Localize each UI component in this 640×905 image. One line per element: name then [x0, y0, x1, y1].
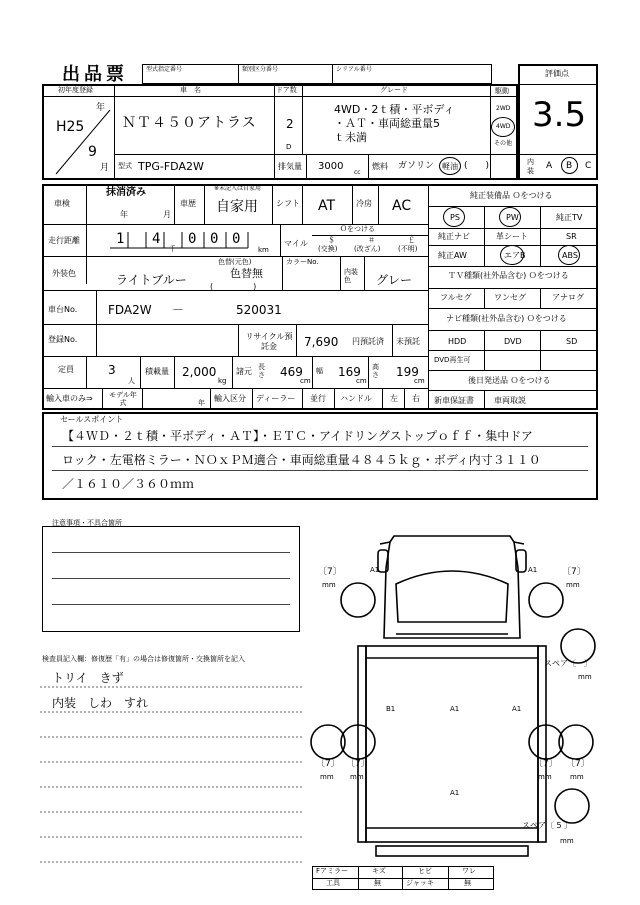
length-unit: cm	[300, 377, 311, 385]
equip-tv: 純正TV	[556, 213, 583, 222]
interior-label: 内装	[527, 158, 534, 175]
meter-label: マイル	[284, 239, 308, 248]
spare-tire-2	[555, 789, 589, 823]
interior-a: A	[546, 161, 553, 171]
repaint-paren: ( )	[210, 282, 257, 291]
rating-value: 3.5	[532, 95, 587, 135]
history-note: ※未記入は自家用	[214, 185, 262, 192]
spare-2-label: スペア〔 5 〕	[522, 821, 573, 830]
ac-value: AC	[392, 198, 412, 214]
inspector-line-2: 内装 しわ すれ	[52, 696, 149, 710]
mark-bed-center: A1	[450, 705, 460, 713]
repaint-label: 色替(元色)	[218, 258, 252, 266]
equip-navi: 純正ナビ	[438, 232, 470, 241]
mileage-digit-separators	[106, 226, 276, 256]
fuel-diesel: 軽油	[442, 162, 458, 171]
length-value: 469	[280, 365, 303, 379]
length-label: 長さ	[258, 363, 265, 379]
meter-opt2: ＃	[368, 236, 375, 244]
later-manual: 車両取説	[494, 396, 526, 405]
first-reg-month: 9	[88, 144, 97, 160]
sales-line-3: ／１６１０／３６０ｍｍ	[62, 477, 195, 491]
fuel-gasoline: ガソリン	[398, 161, 435, 171]
reg-no-label: 登録No.	[48, 335, 78, 344]
spare-tire-1	[561, 629, 595, 663]
exterior-label: 外装色	[52, 269, 76, 278]
fuel-diesel-circle	[439, 157, 461, 175]
mileage-digit-2: 4	[152, 231, 161, 247]
width-unit: cm	[356, 377, 367, 385]
repaint-value: 色替無	[230, 267, 263, 280]
chassis-label: 車台No.	[48, 305, 78, 314]
mark-bed-rear: A1	[450, 789, 460, 797]
legend-r1: 工具	[326, 879, 340, 887]
mileage-digit-3: 0	[188, 231, 197, 247]
mark-bed-right: A1	[512, 705, 522, 713]
tire-front-left	[341, 583, 375, 617]
interior-color-value: グレー	[376, 273, 413, 287]
width-label: 幅	[316, 367, 323, 375]
legend-r2: 無	[374, 879, 381, 887]
shift-value: AT	[318, 198, 336, 214]
inspection-year-unit: 年	[120, 210, 128, 219]
handle-right: 右	[412, 394, 420, 403]
tire-rear-left-outer	[311, 725, 345, 759]
import-label: 輸入車のみ⇒	[46, 394, 93, 403]
model-cert-label: 型式指定番号	[146, 66, 183, 73]
car-name-value: ＮＴ４５０アトラス	[122, 115, 257, 131]
displacement-label: 排気量	[278, 162, 302, 171]
shift-label: シフト	[276, 199, 300, 208]
spare-2-unit: mm	[560, 837, 574, 845]
height-value: 199	[396, 365, 419, 379]
color-no-label: カラーNo.	[286, 258, 319, 266]
width-value: 169	[338, 365, 361, 379]
meter-opt3-label: (不明)	[398, 245, 418, 253]
model-year-label: モデル年式	[109, 391, 137, 407]
truck-bed	[366, 646, 538, 842]
navi-title: ナビ種類(社外品含む) Ｏをつける	[446, 314, 567, 323]
km-unit: km	[258, 246, 269, 254]
sales-line-1: 【４ＷＤ・２ｔ積・平ボディ・ＡＴ】・ＥＴＣ・アイドリングストップｏｆｆ・集中ドア	[62, 429, 533, 443]
page-title: 出品票	[62, 64, 128, 85]
legend-r4: 無	[464, 879, 471, 887]
tire-fr-unit: mm	[566, 581, 580, 589]
drive-4wd-circle	[491, 117, 515, 137]
model-type-label: 型式	[118, 162, 132, 170]
spare-1-label: スペア〔 〕	[544, 659, 592, 668]
recycle-unpaid: 未預託	[396, 337, 420, 346]
capacity-label: 定員	[58, 365, 74, 374]
year-suffix: 年	[96, 103, 106, 113]
navi-sd: SD	[566, 337, 578, 346]
handle-label: ハンドル	[340, 394, 372, 403]
truck-diagram	[310, 528, 610, 868]
sales-line-2: ロック・左電格ミラー・ＮＯｘＰＭ適合・車両総重量４８４５ｋｇ・ボディ内寸３１１０	[62, 453, 541, 467]
inspection-month-unit: 月	[163, 210, 171, 219]
mark-cab-right: A1	[528, 566, 538, 574]
first-reg-label: 初年度登録	[58, 86, 93, 94]
tv-fullseg: フルセグ	[440, 293, 472, 302]
equip-aw: 純正AW	[438, 251, 467, 260]
interior-color-label: 内装色	[344, 268, 358, 284]
dvd-play-label: DVD再生可	[434, 356, 471, 364]
tire-front-right	[529, 583, 563, 617]
legend-h3: ヒビ	[418, 867, 432, 875]
mileage-digit-1: 1	[116, 231, 125, 247]
recycle-value: 7,690	[304, 335, 339, 349]
tire-rr2-unit: mm	[570, 773, 584, 781]
meter-opt1: ＄	[328, 236, 335, 244]
grade-label: グレード	[380, 86, 408, 94]
load-value: 2,000	[182, 365, 217, 379]
doors-label: ドア数	[276, 86, 297, 94]
tv-analog: アナログ	[552, 293, 584, 302]
thousand-unit: 千	[169, 245, 176, 253]
tire-rr1-depth: 〔7〕	[534, 759, 558, 769]
tire-rr1-unit: mm	[538, 773, 552, 781]
equip-sr: SR	[566, 232, 577, 241]
legend-h1: Fアミラー	[316, 867, 349, 875]
model-type-value: TPG-FDA2W	[138, 160, 204, 173]
cc-unit: cc	[354, 169, 361, 176]
category-label: 類別区分番号	[242, 66, 279, 73]
capacity-unit: 人	[128, 377, 135, 385]
equip-abs-circle	[558, 245, 580, 265]
legend-r3: ジャッキ	[406, 879, 434, 887]
tire-rear-right-outer	[559, 725, 593, 759]
height-unit: cm	[414, 377, 425, 385]
drive-label: 駆動	[495, 87, 509, 95]
header-id-row	[142, 64, 492, 84]
dims-label: 諸元	[236, 367, 252, 376]
mark-bed-left: B1	[386, 705, 396, 713]
meter-opt3: ￡	[408, 236, 415, 244]
equip-ps: PS	[450, 213, 460, 222]
car-name-label: 車 名	[180, 86, 201, 94]
history-label: 車歴	[180, 199, 196, 208]
meter-opt1-label: (交換)	[318, 245, 338, 253]
tire-rl1-depth: 〔7〕	[316, 759, 340, 769]
windshield	[396, 571, 508, 622]
capacity-value: 3	[108, 363, 116, 377]
interior-b-circle	[561, 157, 578, 174]
displacement-value: 3000	[318, 161, 344, 172]
interior-c: C	[585, 161, 592, 171]
equip-ps-circle	[443, 207, 465, 227]
serial-label: シリアル番号	[336, 66, 372, 73]
tire-fl-unit: mm	[322, 581, 336, 589]
history-value: 自家用	[216, 199, 258, 215]
inspector-label: 検査員記入欄：修復歴「有」の場合は修復箇所・交換箇所を記入	[42, 655, 245, 663]
tire-fr-depth: 〔7〕	[562, 567, 586, 577]
exterior-value: ライトブルー	[116, 273, 187, 287]
fuel-paren: ( )	[464, 161, 490, 171]
tire-fl-depth: 〔7〕	[318, 567, 342, 577]
grade-line-1: 4WD・2ｔ積・平ボディ	[334, 103, 455, 116]
recycle-paid: 円預託済	[352, 337, 384, 346]
inspection-value: 抹消済み	[106, 187, 146, 198]
inspection-label: 車検	[54, 199, 70, 208]
later-warranty: 新車保証書	[434, 396, 474, 405]
equip-pw-circle	[499, 207, 521, 227]
interior-b: B	[566, 161, 573, 171]
equip-pw: PW	[506, 213, 519, 222]
tire-rr2-depth: 〔7〕	[566, 759, 590, 769]
rating-label: 評価点	[545, 69, 569, 78]
navi-dvd: DVD	[504, 337, 522, 346]
chassis-prefix: FDA2W	[108, 303, 152, 317]
legend-h2: キズ	[372, 867, 386, 875]
drive-2wd: 2WD	[496, 105, 511, 112]
first-reg-year: H25	[56, 119, 85, 135]
meter-hint: Ｏをつける	[340, 225, 375, 233]
import-parallel: 並行	[310, 394, 326, 403]
door-suffix: D	[286, 143, 292, 151]
chassis-dash: －	[172, 303, 185, 317]
mileage-digit-4: 0	[210, 231, 219, 247]
caution-box	[42, 526, 300, 632]
drive-4wd: 4WD	[496, 123, 511, 130]
load-label: 積載量	[145, 367, 169, 376]
recycle-label: リサイクル預託金	[245, 332, 293, 351]
inspector-line-1: トリイ きず	[52, 671, 124, 685]
inspector-lines	[40, 685, 304, 875]
mileage-digit-5: 0	[232, 231, 241, 247]
equip-airbag: エアB	[504, 251, 526, 260]
grade-line-3: ｔ未満	[334, 131, 367, 144]
load-unit: kg	[218, 377, 227, 385]
month-suffix: 月	[100, 163, 110, 173]
tv-oneseg: ワンセグ	[494, 293, 526, 302]
tire-rl1-unit: mm	[320, 773, 334, 781]
tire-rl2-unit: mm	[350, 773, 364, 781]
equip-abs: ABS	[562, 251, 578, 260]
rear-bumper	[376, 846, 528, 856]
tv-title: ＴＶ種類(社外品含む) Ｏをつける	[448, 271, 569, 280]
fuel-label: 燃料	[372, 162, 388, 171]
mileage-label: 走行距離	[48, 236, 80, 245]
drive-other: その他	[494, 140, 513, 147]
import-year-unit: 年	[198, 399, 205, 407]
caution-label: 注意事項・不具合箇所	[52, 519, 122, 527]
sales-label: セールスポイント	[60, 415, 124, 424]
import-dealer: ディーラー	[256, 394, 296, 403]
equip-leather: 革シート	[496, 232, 528, 241]
later-title: 後日発送品 Ｏをつける	[468, 376, 551, 385]
handle-left: 左	[390, 394, 398, 403]
doors-value: 2	[286, 117, 294, 131]
height-label: 高さ	[372, 363, 379, 379]
navi-hdd: HDD	[448, 337, 467, 346]
legend-h4: ワレ	[462, 867, 476, 875]
tire-rl2-depth: 〔7〕	[346, 759, 370, 769]
spare-1-unit: mm	[578, 673, 592, 681]
grade-line-2: ・ＡＴ・車両総重量5	[334, 117, 440, 130]
mark-cab-left: A1	[370, 566, 380, 574]
equipment-title: 純正装備品 Ｏをつける	[470, 191, 553, 200]
chassis-number: 520031	[236, 303, 282, 317]
equip-airbag-circle	[500, 245, 524, 265]
ac-label: 冷房	[356, 199, 372, 208]
import-class-label: 輸入区分	[214, 394, 246, 403]
meter-opt2-label: (改ざん)	[354, 245, 381, 253]
